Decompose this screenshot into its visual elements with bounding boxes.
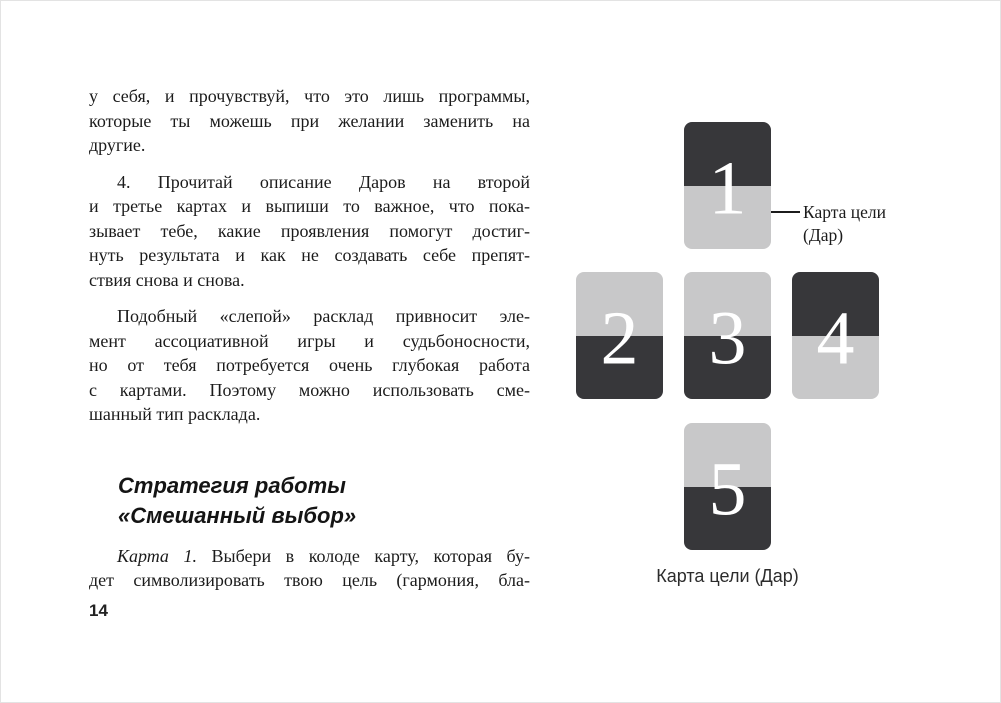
pointer-line xyxy=(771,211,800,213)
text-line: нуть результата и как не создавать себе препят- xyxy=(89,245,530,265)
spread-card-3 xyxy=(684,272,771,399)
card-number: 2 xyxy=(600,295,639,380)
spread-card-1 xyxy=(684,122,771,249)
page-number: 14 xyxy=(89,601,108,620)
paragraph xyxy=(89,84,530,158)
section-heading-line: «Смешанный выбор» xyxy=(118,502,357,528)
text-line: но от тебя потребуется очень глубокая работа xyxy=(89,355,530,375)
card-number: 5 xyxy=(708,446,747,531)
text-line: дет символизировать твою цель (гармония, бла- xyxy=(89,570,530,590)
pointer-label-line: (Дар) xyxy=(803,225,844,245)
text-line: мент ассоциативной игры и судьбоносности, xyxy=(89,330,530,351)
spread-card-2 xyxy=(576,272,663,399)
spread-card-4 xyxy=(792,272,879,399)
text-line: ствия снова и снова. xyxy=(89,269,245,290)
section-heading xyxy=(89,471,530,531)
text-line: Подобный «слепой» расклад привносит эле- xyxy=(117,306,530,326)
spread-caption: Карта цели (Дар) xyxy=(656,566,799,586)
karta-1-lead: Карта 1. xyxy=(117,545,197,566)
text-line: у себя, и прочувствуй, что это лишь программы, xyxy=(89,86,530,106)
text-line: и третье картах и выпиши то важное, что пока- xyxy=(89,196,530,216)
section-heading-line: Стратегия работы xyxy=(118,472,346,498)
text-line: шанный тип расклада. xyxy=(89,404,261,424)
card-number: 4 xyxy=(816,295,855,380)
card-number: 3 xyxy=(708,295,747,380)
text-column xyxy=(89,84,530,593)
text-line: другие. xyxy=(89,135,146,155)
paragraph-karta-1 xyxy=(89,544,530,593)
pointer-label xyxy=(803,201,886,247)
text-line: 4. Прочитай описание Даров на второй xyxy=(117,171,530,192)
paragraph xyxy=(89,304,530,427)
spread-card-5 xyxy=(684,423,771,550)
paragraph xyxy=(89,170,530,293)
body-paragraphs xyxy=(89,84,530,427)
text-line: с картами. Поэтому можно использовать сме- xyxy=(89,379,530,400)
text-line: зывает тебе, какие проявления помогут достиг- xyxy=(89,220,530,241)
pointer-label-line: Карта цели xyxy=(803,202,886,222)
card-number: 1 xyxy=(708,145,747,230)
text-line: которые ты можешь при желании заменить на xyxy=(89,110,530,131)
karta-1-first-line-rest: Выбери в колоде карту, которая бу- xyxy=(196,545,530,566)
text-line xyxy=(89,544,530,569)
